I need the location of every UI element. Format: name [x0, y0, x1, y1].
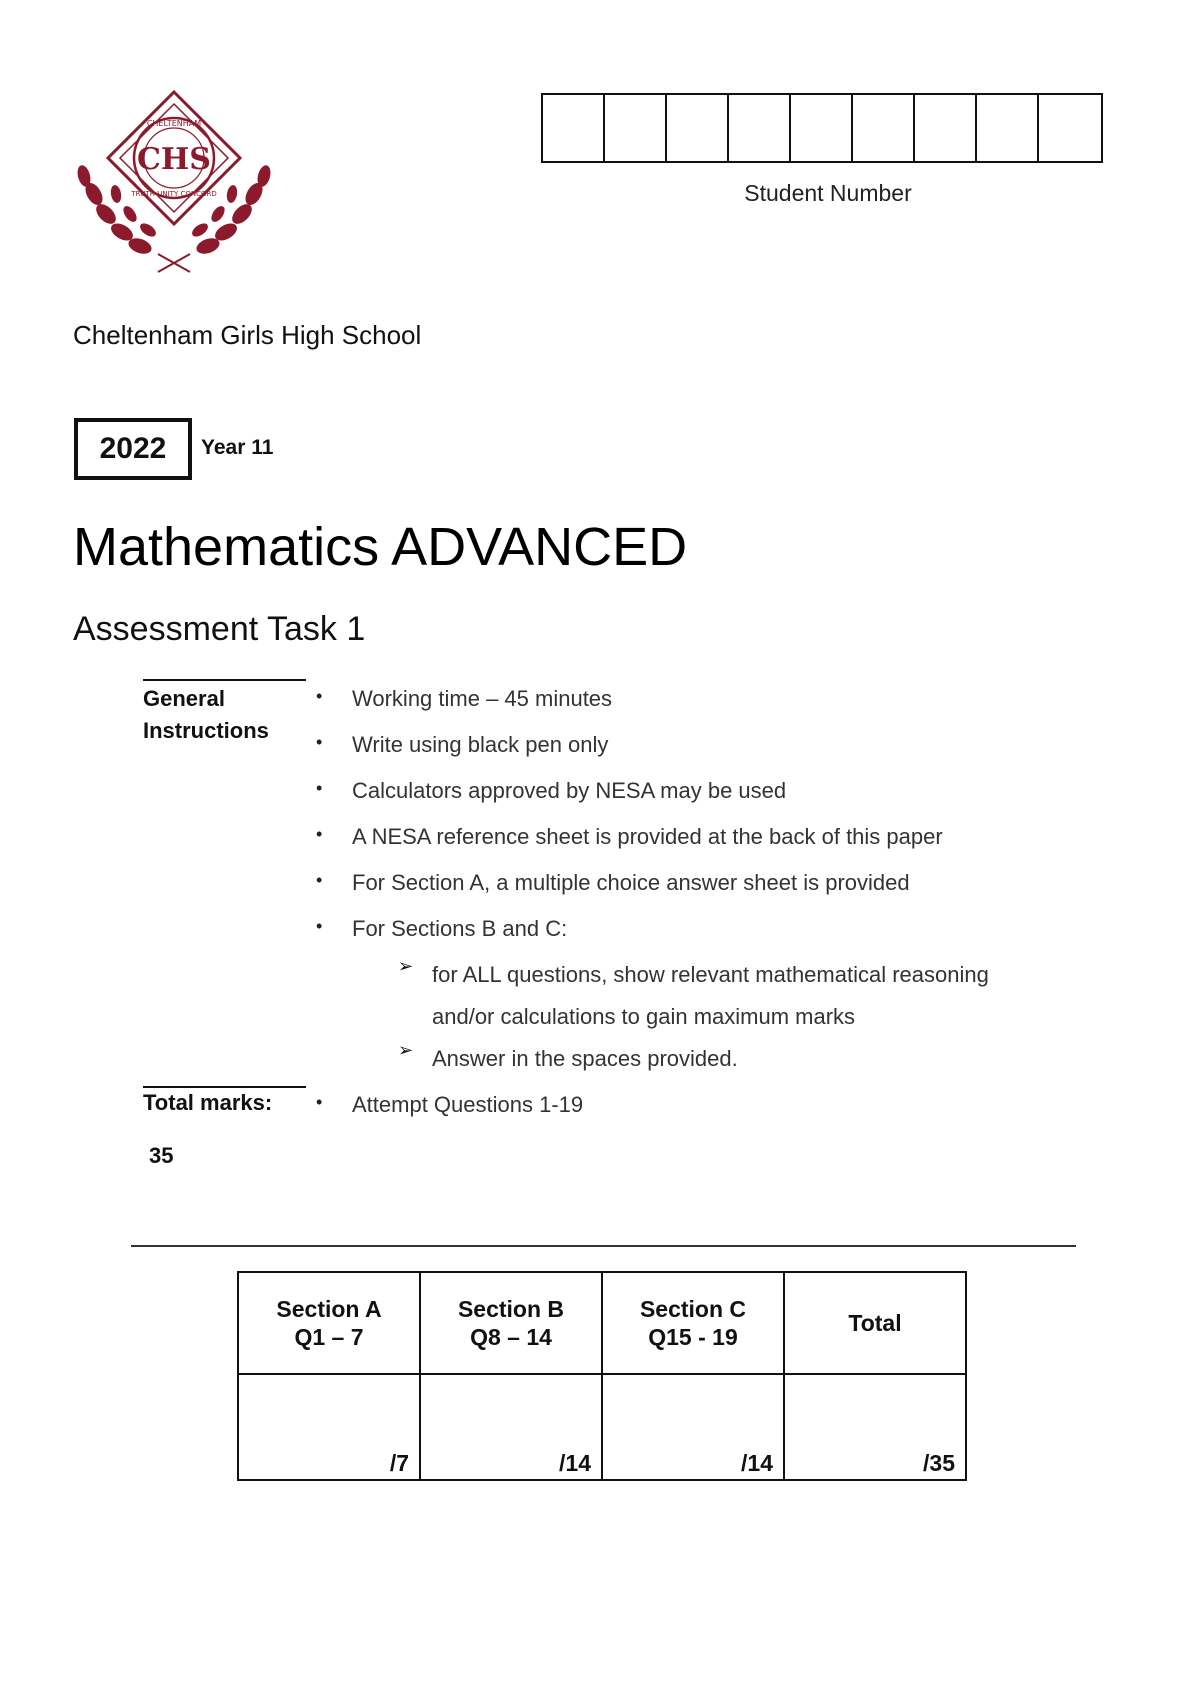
student-number-boxes[interactable] — [541, 93, 1103, 163]
bullet-icon: • — [316, 732, 323, 752]
table-header-cell — [238, 1272, 420, 1374]
student-number-digit-box[interactable] — [667, 95, 729, 161]
header-section: Section C — [639, 1296, 747, 1322]
out-of-label: /14 — [559, 1450, 591, 1476]
table-header-cell — [420, 1272, 602, 1374]
student-number-digit-box[interactable] — [853, 95, 915, 161]
table-header-cell — [784, 1272, 966, 1374]
out-of-label: /14 — [741, 1450, 773, 1476]
svg-text:CHELTENHAM: CHELTENHAM — [146, 119, 202, 128]
bullet-icon: • — [316, 778, 323, 798]
score-cell[interactable] — [420, 1374, 602, 1480]
bullet-icon: • — [316, 824, 323, 844]
total-marks-value: 35 — [149, 1143, 174, 1168]
instruction-text: Working time – 45 minutes — [352, 686, 613, 711]
arrowhead-bullet-icon: ➢ — [398, 956, 414, 976]
student-number-digit-box[interactable] — [605, 95, 667, 161]
student-number-label: Student Number — [744, 180, 912, 206]
score-cell[interactable] — [784, 1374, 966, 1480]
student-number-digit-box[interactable] — [915, 95, 977, 161]
instruction-text: A NESA reference sheet is provided at the back of this paper — [352, 824, 943, 849]
header-section: Section B — [457, 1296, 565, 1322]
student-number-digit-box[interactable] — [543, 95, 605, 161]
svg-text:TRUTH UNITY CONCORD: TRUTH UNITY CONCORD — [131, 190, 217, 198]
bullet-icon: • — [316, 1092, 323, 1112]
instruction-sub-text: for ALL questions, show relevant mathematical reasoning — [432, 962, 989, 987]
exam-year: 2022 — [99, 432, 167, 465]
section-divider — [131, 1245, 1076, 1247]
attempt-text: Attempt Questions 1-19 — [352, 1092, 584, 1117]
year-level: Year 11 — [201, 436, 274, 459]
header-questions: Q1 – 7 — [294, 1324, 364, 1350]
arrowhead-bullet-icon: ➢ — [398, 1040, 414, 1060]
instruction-text: Write using black pen only — [352, 732, 609, 757]
student-number-digit-box[interactable] — [791, 95, 853, 161]
student-number-digit-box[interactable] — [729, 95, 791, 161]
general-instructions-rule — [143, 679, 306, 681]
marks-table-header-row — [238, 1272, 966, 1374]
marks-table-score-row — [238, 1374, 966, 1480]
general-instructions-label — [143, 683, 269, 747]
out-of-label: /7 — [389, 1450, 409, 1476]
score-cell[interactable] — [602, 1374, 784, 1480]
school-crest-logo — [74, 86, 274, 286]
general-label-line: General — [143, 686, 225, 711]
instruction-text: Calculators approved by NESA may be used — [352, 778, 787, 803]
school-name: Cheltenham Girls High School — [73, 320, 422, 350]
student-number-digit-box[interactable] — [977, 95, 1039, 161]
student-number-digit-box[interactable] — [1039, 95, 1101, 161]
header-questions: Q15 - 19 — [648, 1324, 738, 1350]
subject-title: Mathematics ADVANCED — [73, 517, 688, 577]
score-cell[interactable] — [238, 1374, 420, 1480]
total-marks-rule — [143, 1086, 306, 1088]
instructions-label-line: Instructions — [143, 718, 269, 743]
bullet-icon: • — [316, 686, 323, 706]
instruction-sub-text: Answer in the spaces provided. — [432, 1046, 738, 1071]
exam-year-box — [74, 418, 192, 480]
marks-table — [237, 1271, 967, 1481]
header-section: Section A — [276, 1296, 382, 1322]
svg-text:CHS: CHS — [137, 142, 211, 177]
instruction-text: For Section A, a multiple choice answer sheet is provided — [352, 870, 910, 895]
table-header-cell — [602, 1272, 784, 1374]
task-title: Assessment Task 1 — [73, 610, 366, 648]
header-questions: Q8 – 14 — [470, 1324, 552, 1350]
out-of-label: /35 — [923, 1450, 955, 1476]
instruction-sub-text: and/or calculations to gain maximum marks — [432, 1004, 856, 1029]
total-marks-label: Total marks: — [143, 1090, 273, 1115]
bullet-icon: • — [316, 916, 323, 936]
instruction-text: For Sections B and C: — [352, 916, 568, 941]
bullet-icon: • — [316, 870, 323, 890]
header-section: Total — [848, 1310, 902, 1336]
